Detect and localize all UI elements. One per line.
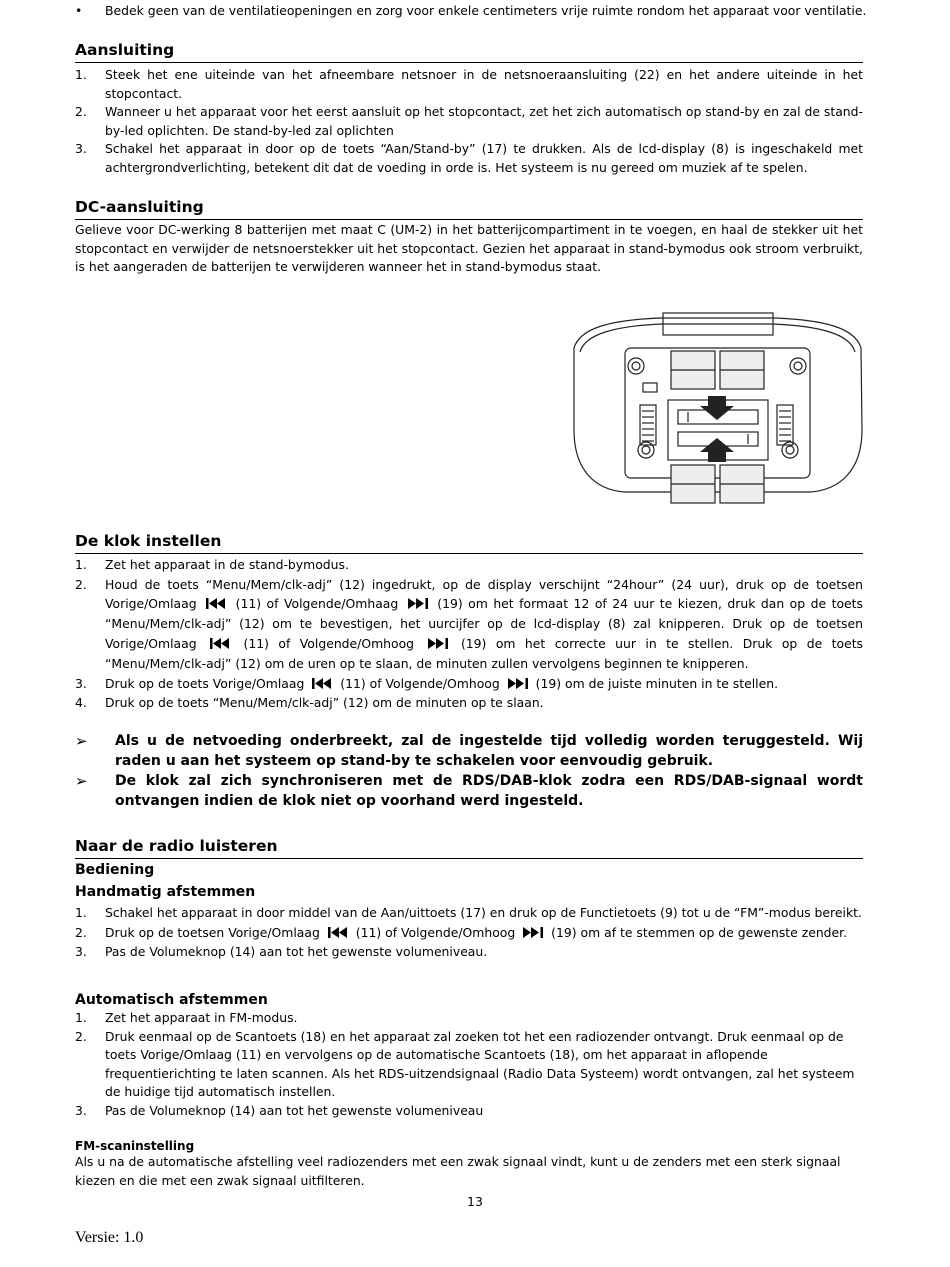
note-item bbox=[75, 731, 863, 771]
section-aansluiting bbox=[75, 41, 863, 177]
item-number: 2. bbox=[75, 104, 87, 119]
list-item bbox=[75, 575, 863, 674]
item-text: Pas de Volumeknop (14) aan tot het gewenste volumeniveau bbox=[105, 1102, 484, 1118]
ventilation-bullet bbox=[75, 2, 893, 21]
section-fm-scan bbox=[75, 1139, 863, 1190]
item-number: 1. bbox=[75, 67, 87, 82]
list-item bbox=[75, 1102, 863, 1121]
item-number: 2. bbox=[75, 1028, 87, 1044]
skip-next-icon bbox=[523, 924, 543, 943]
note-text: Als u de netvoeding onderbreekt, zal de ingestelde tijd volledig worden teruggesteld. Wij raden u aan het systeem op stand-by te schakelen voor eenvoudig gebruik. bbox=[115, 733, 863, 769]
section-dc bbox=[75, 198, 863, 277]
item-number: 3. bbox=[75, 943, 87, 959]
list-item bbox=[75, 556, 863, 575]
section-title: Aansluiting bbox=[75, 41, 863, 63]
fm-scan-paragraph: Als u na de automatische afstelling veel radiozenders met een zwak signaal vindt, kunt u de zenders met een sterk signaal kiezen en die met een zwak signaal uitfilteren. bbox=[75, 1154, 841, 1188]
aansluiting-list bbox=[75, 66, 863, 177]
list-item bbox=[75, 66, 863, 103]
item-text: Pas de Volumeknop (14) aan tot het gewenste volumeniveau. bbox=[105, 943, 488, 959]
subsection-title: Automatisch afstemmen bbox=[75, 992, 268, 1008]
item-number: 3. bbox=[75, 141, 87, 156]
klok-list bbox=[75, 556, 863, 712]
section-title: DC-aansluiting bbox=[75, 198, 863, 220]
list-item bbox=[75, 943, 863, 962]
list-item bbox=[75, 923, 863, 943]
list-item bbox=[75, 1028, 863, 1102]
subsection-title: FM-scaninstelling bbox=[75, 1139, 195, 1153]
bullet-text: Bedek geen van de ventilatieopeningen en zorg voor enkele centimeters vrije ruimte rondom het apparaat voor ventilatie. bbox=[105, 3, 867, 18]
item-text: Druk eenmaal op de Scantoets (18) en het apparaat zal zoeken tot het een radiozender ontvangt. Druk eenmaal op de toets Vorige/Omlaag (11) en vervolgens op de automatische Scantoets (18), om het apparaat in aflopende frequentierichting te laten scannen. Als het RDS-uitzendsignaal (Radio Data Systeem) wordt ontvangen, zal het systeem de huidige tijd automatisch instellen. bbox=[105, 1028, 855, 1099]
battery-compartment-drawing bbox=[570, 310, 865, 510]
arrow-bullet-icon: ➢ bbox=[75, 772, 88, 790]
list-item bbox=[75, 674, 863, 694]
section-title: De klok instellen bbox=[75, 532, 863, 554]
skip-next-icon bbox=[508, 675, 528, 694]
battery-compartment-illustration bbox=[570, 310, 865, 510]
item-text: Druk op de toets Vorige/Omlaag bbox=[105, 675, 305, 691]
item-text: (19) om de juiste minuten in te stellen. bbox=[535, 675, 779, 691]
version-label: Versie: 1.0 bbox=[75, 1229, 144, 1246]
item-text: Wanneer u het apparaat voor het eerst aansluit op het stopcontact, zet het zich automatisch op stand-by en zal de stand-by-led oplichten. De stand-by-led zal oplichten bbox=[105, 104, 863, 138]
item-text: (11) of Volgende/Omhoog bbox=[340, 675, 500, 691]
bullet-mark: • bbox=[75, 3, 83, 18]
item-text: Schakel het apparaat in door middel van de Aan/uittoets (17) en druk op de Functietoets (9) tot u de “FM”-modus bereikt. bbox=[105, 905, 862, 920]
list-item bbox=[75, 103, 863, 140]
item-number: 3. bbox=[75, 1102, 87, 1118]
note-text: De klok zal zich synchroniseren met de RDS/DAB-klok zodra een RDS/DAB-signaal wordt ontvangen indien de klok niet op voorhand werd ingesteld. bbox=[115, 773, 863, 809]
item-number: 1. bbox=[75, 905, 87, 920]
item-text: Steek het ene uiteinde van het afneembare netsnoer in de netsnoeraansluiting (22) en het andere uiteinde in het stopcontact. bbox=[105, 67, 863, 101]
skip-previous-icon bbox=[328, 924, 348, 943]
item-text: Druk op de toetsen Vorige/Omlaag bbox=[105, 924, 320, 940]
item-text: Houd de toets “Menu/Mem/clk-adj” (12) ingedrukt, op de display verschijnt “24hour” (24 uur), druk op de toetsen Vorige/Omlaag bbox=[105, 576, 863, 611]
skip-previous-icon bbox=[210, 635, 230, 654]
list-item bbox=[75, 140, 863, 177]
item-text: (19) om het formaat 12 of 24 uur te kiezen, druk dan op de toets “Menu/Mem/clk-adj” (12) om te bevestigen, het uurcijfer op de lcd-display (8) zal knipperen. Druk op de toetsen Vorige/Omlaag bbox=[105, 595, 863, 651]
subsection-title: Bediening bbox=[75, 862, 155, 878]
section-klok bbox=[75, 532, 863, 712]
item-text: (19) om het correcte uur in te stellen. Druk op de toets “Menu/Mem/clk-adj” (12) om de uren op te slaan, de minuten zullen vervolgens beginnen te knipperen. bbox=[105, 635, 864, 672]
section-automatisch bbox=[75, 992, 863, 1120]
list-item bbox=[75, 694, 863, 713]
subsection-title: Handmatig afstemmen bbox=[75, 884, 256, 900]
section-radio bbox=[75, 837, 863, 961]
item-number: 1. bbox=[75, 1010, 87, 1025]
item-number: 4. bbox=[75, 694, 87, 710]
item-text: Druk op de toets “Menu/Mem/clk-adj” (12) om de minuten op te slaan. bbox=[105, 694, 544, 710]
note-item bbox=[75, 771, 863, 811]
item-number: 2. bbox=[75, 576, 87, 592]
item-number: 1. bbox=[75, 557, 87, 572]
item-number: 3. bbox=[75, 675, 87, 691]
page-number: 13 bbox=[467, 1194, 483, 1209]
item-text: (19) om af te stemmen op de gewenste zender. bbox=[551, 924, 848, 940]
item-number: 2. bbox=[75, 924, 87, 940]
klok-notes bbox=[75, 731, 863, 811]
handmatig-list bbox=[75, 904, 863, 961]
skip-previous-icon bbox=[312, 675, 332, 694]
section-title: Naar de radio luisteren bbox=[75, 837, 863, 859]
dc-paragraph: Gelieve voor DC-werking 8 batterijen met maat C (UM-2) in het batterijcompartiment in te voegen, en haal de stekker uit het stopcontact en verwijder de netsnoerstekker uit het stopcontact. Gezien het apparaat in stand-bymodus ook stroom verbruikt, is het aangeraden de batterijen te verwijderen wanneer het in stand-bymodus staat. bbox=[75, 222, 863, 274]
skip-previous-icon bbox=[206, 595, 226, 614]
skip-next-icon bbox=[408, 595, 428, 614]
arrow-bullet-icon: ➢ bbox=[75, 732, 88, 750]
item-text: Zet het apparaat in FM-modus. bbox=[105, 1010, 298, 1025]
list-item bbox=[75, 904, 863, 923]
list-item bbox=[75, 1009, 863, 1028]
item-text: (11) of Volgende/Omhoog bbox=[243, 635, 415, 651]
item-text: (11) of Volgende/Omhoog bbox=[355, 924, 516, 940]
automatisch-list bbox=[75, 1009, 863, 1120]
item-text: Schakel het apparaat in door op de toets “Aan/Stand-by” (17) te drukken. Als de lcd-display (8) is ingeschakeld met achtergrondverlichting, betekent dit dat de voeding in orde is. Het systeem is nu gereed om muziek af te spelen. bbox=[105, 141, 863, 175]
item-text: (11) of Volgende/Omhaag bbox=[235, 595, 399, 611]
item-text: Zet het apparaat in de stand-bymodus. bbox=[105, 557, 349, 572]
skip-next-icon bbox=[428, 635, 448, 654]
